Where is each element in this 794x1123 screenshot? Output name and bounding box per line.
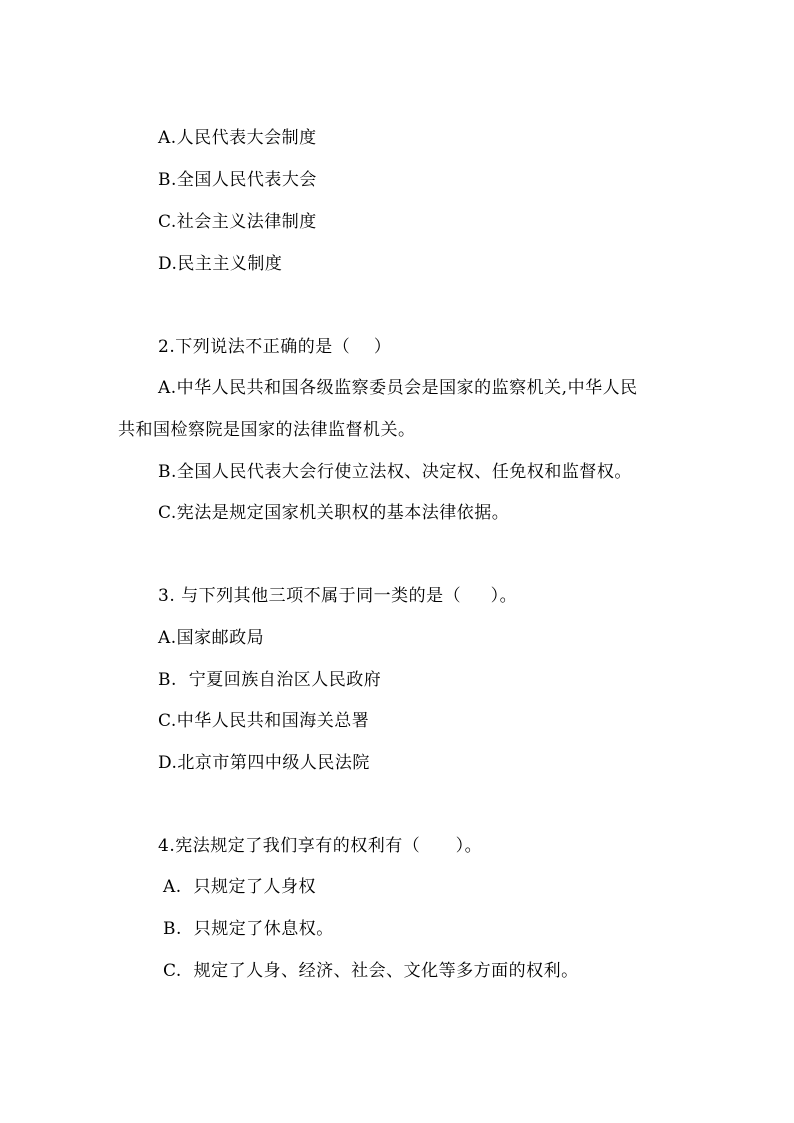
q2-option-a-line1: A.中华人民共和国各级监察委员会是国家的监察机关,中华人民 — [158, 378, 638, 398]
q1-option-b: B.全国人民代表大会 — [158, 170, 317, 190]
q2-option-a-line2: 共和国检察院是国家的法律监督机关。 — [118, 420, 416, 440]
q3-option-c: C.中华人民共和国海关总署 — [158, 711, 370, 731]
q4-option-b: B. 只规定了休息权。 — [163, 919, 334, 939]
q1-option-c: C.社会主义法律制度 — [158, 212, 317, 232]
q4-option-a: A. 只规定了人身权 — [163, 877, 316, 897]
q4-stem: 4.宪法规定了我们享有的权利有（ ）。 — [158, 836, 483, 856]
q1-option-d: D.民主主义制度 — [158, 254, 283, 274]
q4-option-c: C. 规定了人身、经济、社会、文化等多方面的权利。 — [163, 961, 579, 981]
q2-option-b: B.全国人民代表大会行使立法权、决定权、任免权和监督权。 — [158, 462, 632, 482]
q3-option-b: B. 宁夏回族自治区人民政府 — [158, 670, 382, 690]
q1-option-a: A.人民代表大会制度 — [158, 128, 317, 148]
q2-option-c: C.宪法是规定国家机关职权的基本法律依据。 — [158, 503, 510, 523]
q3-option-d: D.北京市第四中级人民法院 — [158, 753, 370, 773]
q3-option-a: A.国家邮政局 — [158, 628, 265, 648]
q2-stem: 2.下列说法不正确的是（ ） — [158, 337, 392, 357]
q3-stem: 3. 与下列其他三项不属于同一类的是（ ）。 — [158, 586, 518, 606]
